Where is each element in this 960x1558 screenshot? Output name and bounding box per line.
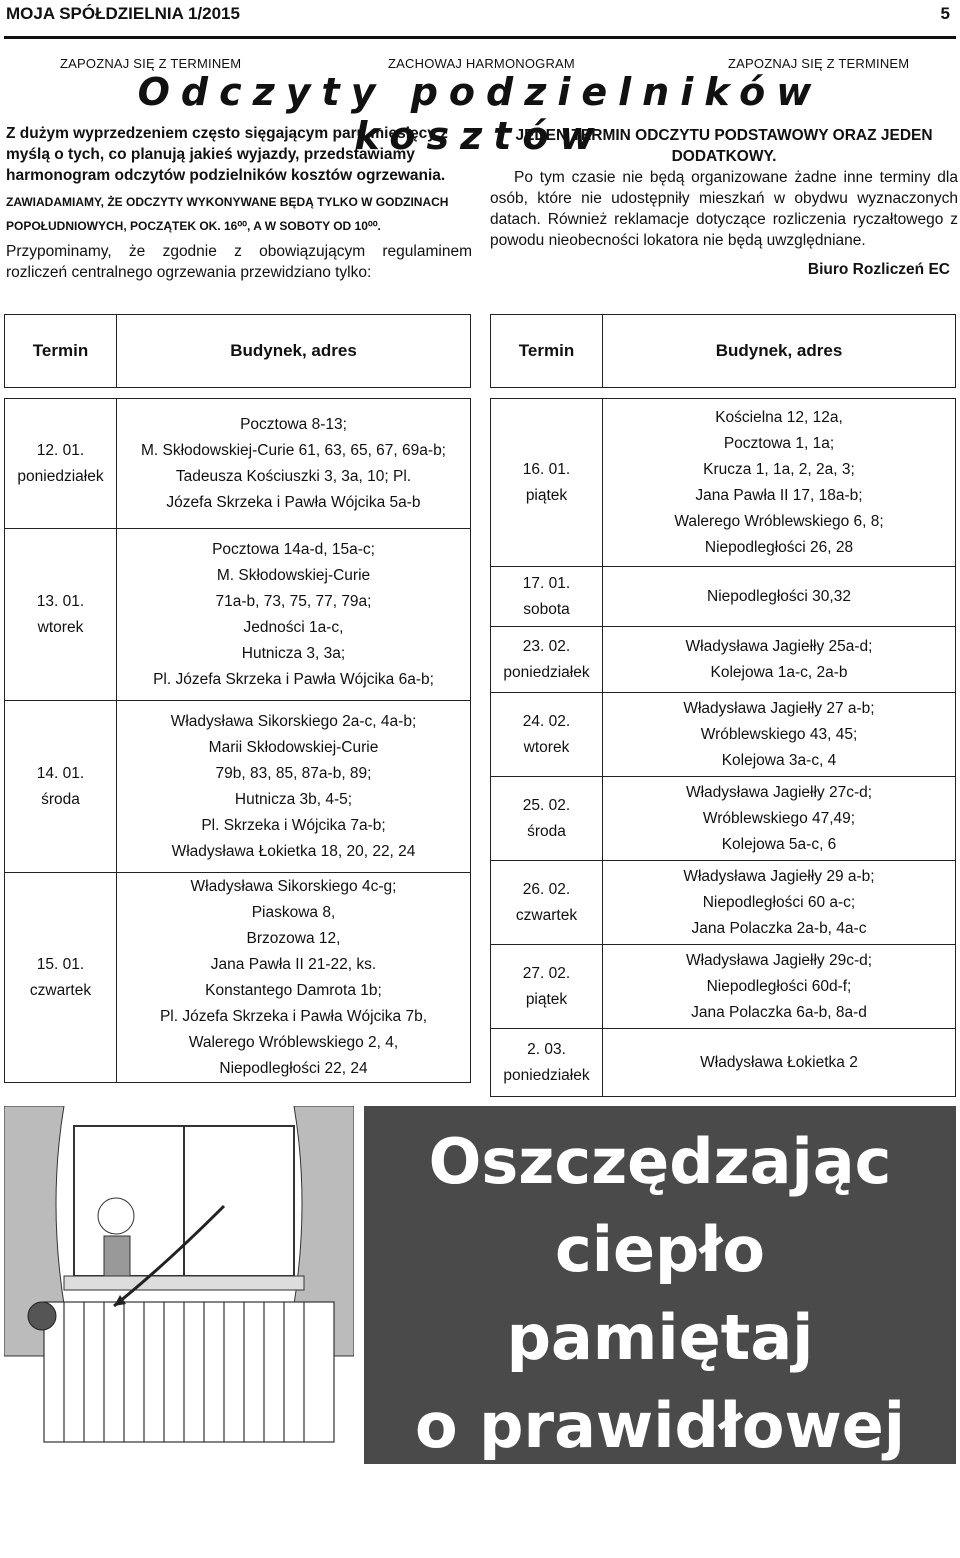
intro-paragraph-2: ZAWIADAMIAMY, ŻE ODCZYTY WYKONYWANE BĘDĄ TYLKO W GODZINACH POPOŁUDNIOWYCH, POCZĄTEK OK. 16⁰⁰, A W SOBOTY OD 10⁰⁰.: [6, 195, 449, 233]
schedule-row: [491, 693, 956, 777]
publication-title: MOJA SPÓŁDZIELNIA 1/2015: [6, 4, 240, 23]
address-line: Władysława Łokietka 18, 20, 22, 24: [171, 842, 416, 860]
address-line: Niepodległości 26, 28: [704, 538, 854, 556]
schedule-addresses: [603, 693, 956, 777]
column-header-address: Budynek, adres: [603, 315, 956, 388]
date-value: 14. 01.: [36, 764, 85, 782]
address-line: Władysława Jagiełły 29 a-b;: [683, 867, 875, 885]
address-line: Krucza 1, 1a, 2, 2a, 3;: [703, 460, 855, 478]
schedule-row: [491, 627, 956, 693]
schedule-addresses: [117, 701, 471, 873]
schedule-date: [491, 567, 603, 627]
weekday: poniedziałek: [17, 467, 104, 485]
schedule-table-left: [4, 314, 471, 1083]
address-line: M. Skłodowskiej-Curie 61, 63, 65, 67, 69a-b;: [141, 441, 446, 459]
weekday: środa: [527, 822, 566, 840]
date-value: 24. 02.: [522, 712, 571, 730]
address-line: Kolejowa 1a-c, 2a-b: [710, 663, 848, 681]
weekday: poniedziałek: [503, 663, 590, 681]
address-line: Władysława Sikorskiego 4c-g;: [190, 877, 397, 895]
schedule-date: [491, 777, 603, 861]
address-line: Kolejowa 3a-c, 4: [721, 751, 837, 769]
address-line: Pocztowa 14a-d, 15a-c;: [212, 540, 375, 558]
schedule-row: [491, 1029, 956, 1097]
date-value: 16. 01.: [522, 460, 571, 478]
address-line: Pocztowa 1, 1a;: [723, 434, 835, 452]
schedule-date: [5, 701, 117, 873]
headline: Odczyty podzielników kosztów: [137, 70, 823, 158]
date-value: 23. 02.: [522, 637, 571, 655]
schedule-addresses: [117, 529, 471, 701]
schedule-row: [491, 945, 956, 1029]
banner-line-1: Oszczędzając ciepło: [428, 1125, 892, 1286]
date-value: 12. 01.: [36, 441, 85, 459]
page-number: 5: [940, 4, 950, 23]
schedule-addresses: [603, 777, 956, 861]
intro-paragraph-1: Z dużym wyprzedzeniem często sięgającym paru miesięcy z myślą o tych, co planują jakieś wyjazdy, przedstawiamy harmonogram odczytów podzielników kosztów ogrzewania.: [6, 125, 448, 184]
address-line: Niepodległości 22, 24: [219, 1059, 368, 1077]
schedule-row: [5, 873, 471, 1083]
address-line: Wróblewskiego 47,49;: [702, 809, 856, 827]
address-line: 79b, 83, 85, 87a-b, 89;: [215, 764, 372, 782]
address-line: Pocztowa 8-13;: [240, 415, 347, 433]
reading-note: [490, 125, 958, 280]
schedule-addresses: [117, 873, 471, 1083]
address-line: Kolejowa 5a-c, 6: [721, 835, 837, 853]
address-line: Walerego Wróblewskiego 2, 4,: [188, 1033, 399, 1051]
schedule-date: [491, 399, 603, 567]
schedule-addresses: [603, 399, 956, 567]
address-line: Wróblewskiego 43, 45;: [700, 725, 858, 743]
schedule-row: [5, 399, 471, 529]
schedule-addresses: [603, 627, 956, 693]
schedule-addresses: [603, 1029, 956, 1097]
schedule-addresses: [117, 399, 471, 529]
radiator-window-illustration: [4, 1106, 354, 1464]
date-value: 15. 01.: [36, 955, 85, 973]
schedule-date: [491, 1029, 603, 1097]
address-line: Władysława Jagiełły 27 a-b;: [683, 699, 875, 717]
date-value: 2. 03.: [527, 1040, 566, 1058]
address-line: Brzozowa 12,: [246, 929, 341, 947]
ventilation-banner: [364, 1106, 956, 1550]
banner-line-2: pamiętaj: [506, 1301, 814, 1374]
weekday: piątek: [525, 990, 568, 1008]
address-line: Tadeusza Kościuszki 3, 3a, 10; Pl.: [175, 467, 412, 485]
address-line: Jana Pawła II 17, 18a-b;: [695, 486, 863, 504]
schedule-row: [491, 399, 956, 567]
column-header-date: Termin: [5, 315, 117, 388]
address-line: Niepodległości 60 a-c;: [702, 893, 856, 911]
address-line: Niepodległości 60d-f;: [706, 977, 852, 995]
tag-right: ZAPOZNAJ SIĘ Z TERMINEM: [728, 56, 910, 71]
schedule-row: [491, 567, 956, 627]
schedule-addresses: [603, 567, 956, 627]
schedule-date: [5, 529, 117, 701]
schedule-date: [491, 693, 603, 777]
note-body: Po tym czasie nie będą organizowane żadne inne terminy dla osób, które nie udostępniły mieszkań w obydwu wyznaczonych datach. Również reklamacje dotyczące rozliczenia ryczałtowego z powodu nieobecności lokatora nie będą uwzględniane.: [490, 169, 958, 249]
schedule-row: [491, 861, 956, 945]
schedule-date: [491, 627, 603, 693]
schedule-date: [491, 861, 603, 945]
intro-paragraph-3: Przypominamy, że zgodnie z obowiązującym regulaminem rozliczeń centralnego ogrzewania przewidziano tylko:: [6, 243, 472, 281]
date-value: 25. 02.: [522, 796, 571, 814]
note-signature: Biuro Rozliczeń EC: [807, 261, 950, 278]
schedule-addresses: [603, 861, 956, 945]
weekday: poniedziałek: [503, 1066, 590, 1084]
address-line: Władysława Jagiełły 25a-d;: [685, 637, 873, 655]
date-value: 13. 01.: [36, 592, 85, 610]
address-line: Jana Polaczka 2a-b, 4a-c: [691, 919, 867, 937]
address-line: Piaskowa 8,: [251, 903, 336, 921]
address-line: Niepodległości 30,32: [707, 587, 851, 605]
address-line: Konstantego Damrota 1b;: [205, 981, 382, 999]
date-value: 26. 02.: [522, 880, 571, 898]
address-line: 71a-b, 73, 75, 77, 79a;: [215, 592, 372, 610]
banner-line-3: o prawidłowej: [414, 1389, 906, 1462]
weekday: wtorek: [523, 738, 570, 756]
column-header-address: Budynek, adres: [117, 315, 471, 388]
tag-left: ZAPOZNAJ SIĘ Z TERMINEM: [60, 56, 242, 71]
column-header-date: Termin: [491, 315, 603, 388]
address-line: Hutnicza 3, 3a;: [241, 644, 346, 662]
date-value: 17. 01.: [522, 574, 571, 592]
schedule-row: [5, 701, 471, 873]
banner-line-4: wentylacji!!!: [439, 1477, 881, 1550]
note-heading: JEDEN TERMIN ODCZYTU PODSTAWOWY ORAZ JEDEN DODATKOWY.: [515, 127, 933, 165]
address-line: Kościelna 12, 12a,: [715, 408, 843, 426]
address-line: Marii Skłodowskiej-Curie: [208, 738, 379, 756]
address-line: M. Skłodowskiej-Curie: [216, 566, 371, 584]
address-line: Władysława Łokietka 2: [700, 1053, 858, 1071]
schedule-date: [491, 945, 603, 1029]
address-line: Władysława Jagiełły 27c-d;: [685, 783, 873, 801]
address-line: Jana Pawła II 21-22, ks.: [210, 955, 377, 973]
schedule-table-right: [490, 314, 956, 1097]
weekday: wtorek: [37, 618, 84, 636]
page-header: [4, 0, 956, 39]
weekday: środa: [41, 790, 80, 808]
schedule-date: [5, 873, 117, 1083]
address-line: Władysława Jagiełły 29c-d;: [685, 951, 873, 969]
address-line: Hutnicza 3b, 4-5;: [234, 790, 353, 808]
schedule-addresses: [603, 945, 956, 1029]
weekday: czwartek: [29, 981, 92, 999]
address-line: Pl. Józefa Skrzeka i Pawła Wójcika 6a-b;: [153, 670, 434, 688]
tag-center: ZACHOWAJ HARMONOGRAM: [388, 56, 575, 71]
address-line: Pl. Skrzeka i Wójcika 7a-b;: [201, 816, 386, 834]
date-value: 27. 02.: [522, 964, 571, 982]
address-line: Walerego Wróblewskiego 6, 8;: [674, 512, 884, 530]
weekday: sobota: [523, 600, 570, 618]
address-line: Jana Polaczka 6a-b, 8a-d: [691, 1003, 867, 1021]
address-line: Jedności 1a-c,: [243, 618, 344, 636]
intro-text: [6, 123, 472, 283]
weekday: piątek: [525, 486, 568, 504]
address-line: Józefa Skrzeka i Pawła Wójcika 5a-b: [166, 493, 421, 511]
address-line: Władysława Sikorskiego 2a-c, 4a-b;: [170, 712, 417, 730]
address-line: Pl. Józefa Skrzeka i Pawła Wójcika 7b,: [159, 1007, 428, 1025]
schedule-date: [5, 399, 117, 529]
schedule-row: [5, 529, 471, 701]
weekday: czwartek: [515, 906, 578, 924]
schedule-row: [491, 777, 956, 861]
